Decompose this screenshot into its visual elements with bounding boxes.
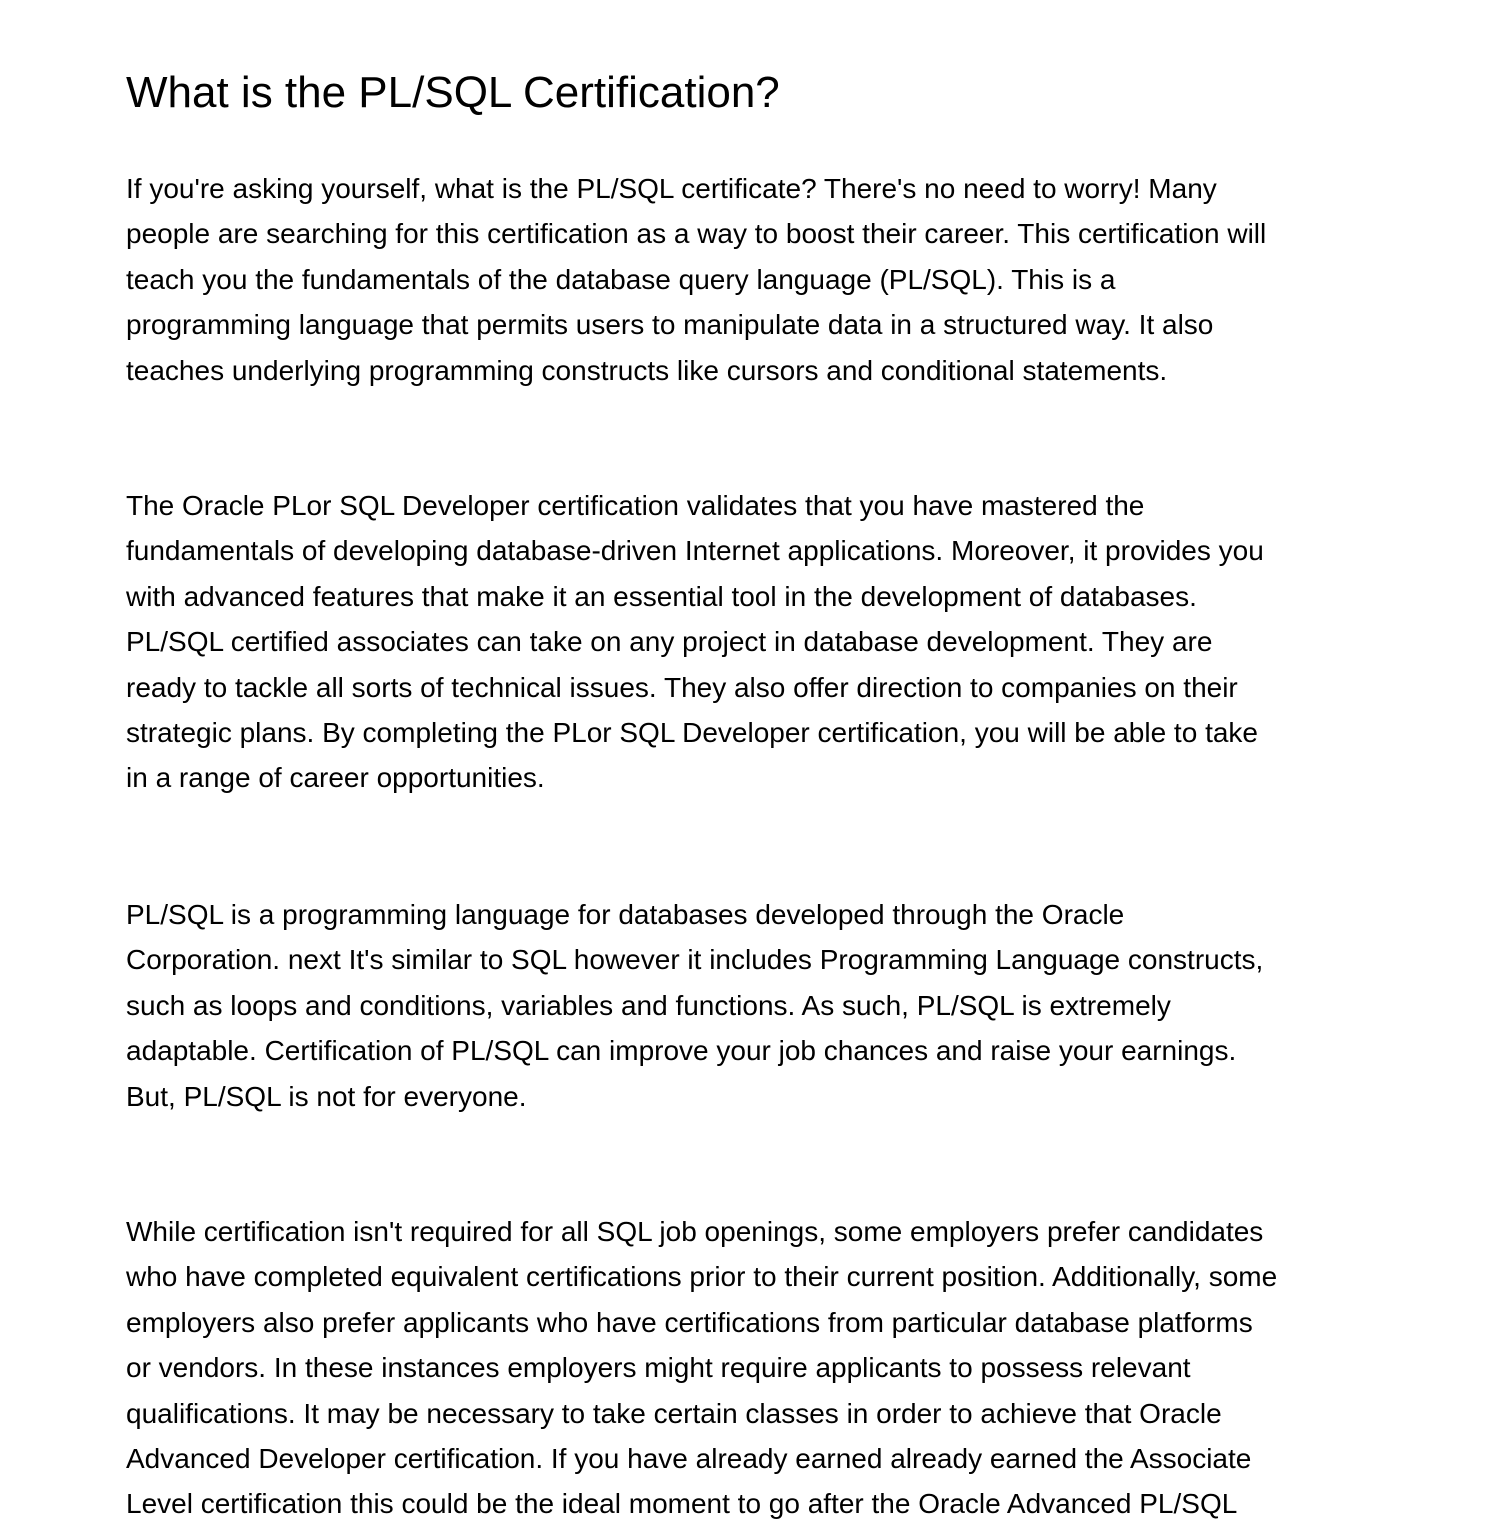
paragraph-line: The Oracle PLor SQL Developer certification validates that you have mastered the bbox=[126, 490, 1145, 521]
paragraph-line: If you're asking yourself, what is the PL/SQL certificate? There's no need to worry! Many bbox=[126, 173, 1217, 204]
paragraph-oracle-developer bbox=[126, 483, 1386, 801]
paragraph-line: adaptable. Certification of PL/SQL can improve your job chances and raise your earnings. bbox=[126, 1035, 1237, 1067]
paragraph-line: such as loops and conditions, variables and functions. As such, PL/SQL is extremely bbox=[126, 989, 1171, 1021]
paragraph-line: or vendors. In these instances employers might require applicants to possess relevant bbox=[126, 1352, 1191, 1384]
paragraph-line: in a range of career opportunities. bbox=[126, 762, 545, 794]
paragraph-line: teaches underlying programming constructs like cursors and conditional statements. bbox=[126, 354, 1168, 386]
paragraph-line: with advanced features that make it an essential tool in the development of databases. bbox=[126, 580, 1197, 612]
page-title: What is the PL/SQL Certification? bbox=[126, 68, 780, 117]
paragraph-line: teach you the fundamentals of the database query language (PL/SQL). This is a bbox=[126, 263, 1116, 295]
paragraph-line: programming language that permits users to manipulate data in a structured way. It also bbox=[126, 309, 1214, 341]
paragraph-line: employers also prefer applicants who have certifications from particular database platforms bbox=[126, 1306, 1253, 1338]
paragraph-line: Advanced Developer certification. If you have already earned already earned the Associate bbox=[126, 1443, 1252, 1475]
paragraph-line: qualifications. It may be necessary to take certain classes in order to achieve that Oracle bbox=[126, 1397, 1222, 1429]
paragraph-plsql-language bbox=[126, 892, 1386, 1119]
paragraph-intro bbox=[126, 166, 1386, 393]
paragraph-line: people are searching for this certification as a way to boost their career. This certification will bbox=[126, 218, 1267, 250]
paragraph-employers bbox=[126, 1209, 1386, 1527]
paragraph-line: Corporation. next It's similar to SQL however it includes Programming Language constructs, bbox=[126, 944, 1264, 976]
paragraph-line: PL/SQL certified associates can take on any project in database development. They are bbox=[126, 626, 1213, 658]
paragraph-line: fundamentals of developing database-driven Internet applications. Moreover, it provides you bbox=[126, 535, 1264, 567]
paragraph-line: who have completed equivalent certifications prior to their current position. Additionally, some bbox=[126, 1261, 1278, 1293]
paragraph-line: strategic plans. By completing the PLor SQL Developer certification, you will be able to take bbox=[126, 717, 1258, 749]
paragraph-line: But, PL/SQL is not for everyone. bbox=[126, 1080, 527, 1112]
paragraph-line: While certification isn't required for all SQL job openings, some employers prefer candidates bbox=[126, 1216, 1264, 1247]
paragraph-line: PL/SQL is a programming language for databases developed through the Oracle bbox=[126, 899, 1125, 930]
paragraph-line: ready to tackle all sorts of technical issues. They also offer direction to companies on their bbox=[126, 671, 1238, 703]
paragraph-line: Level certification this could be the ideal moment to go after the Oracle Advanced PL/SQL bbox=[126, 1488, 1238, 1520]
